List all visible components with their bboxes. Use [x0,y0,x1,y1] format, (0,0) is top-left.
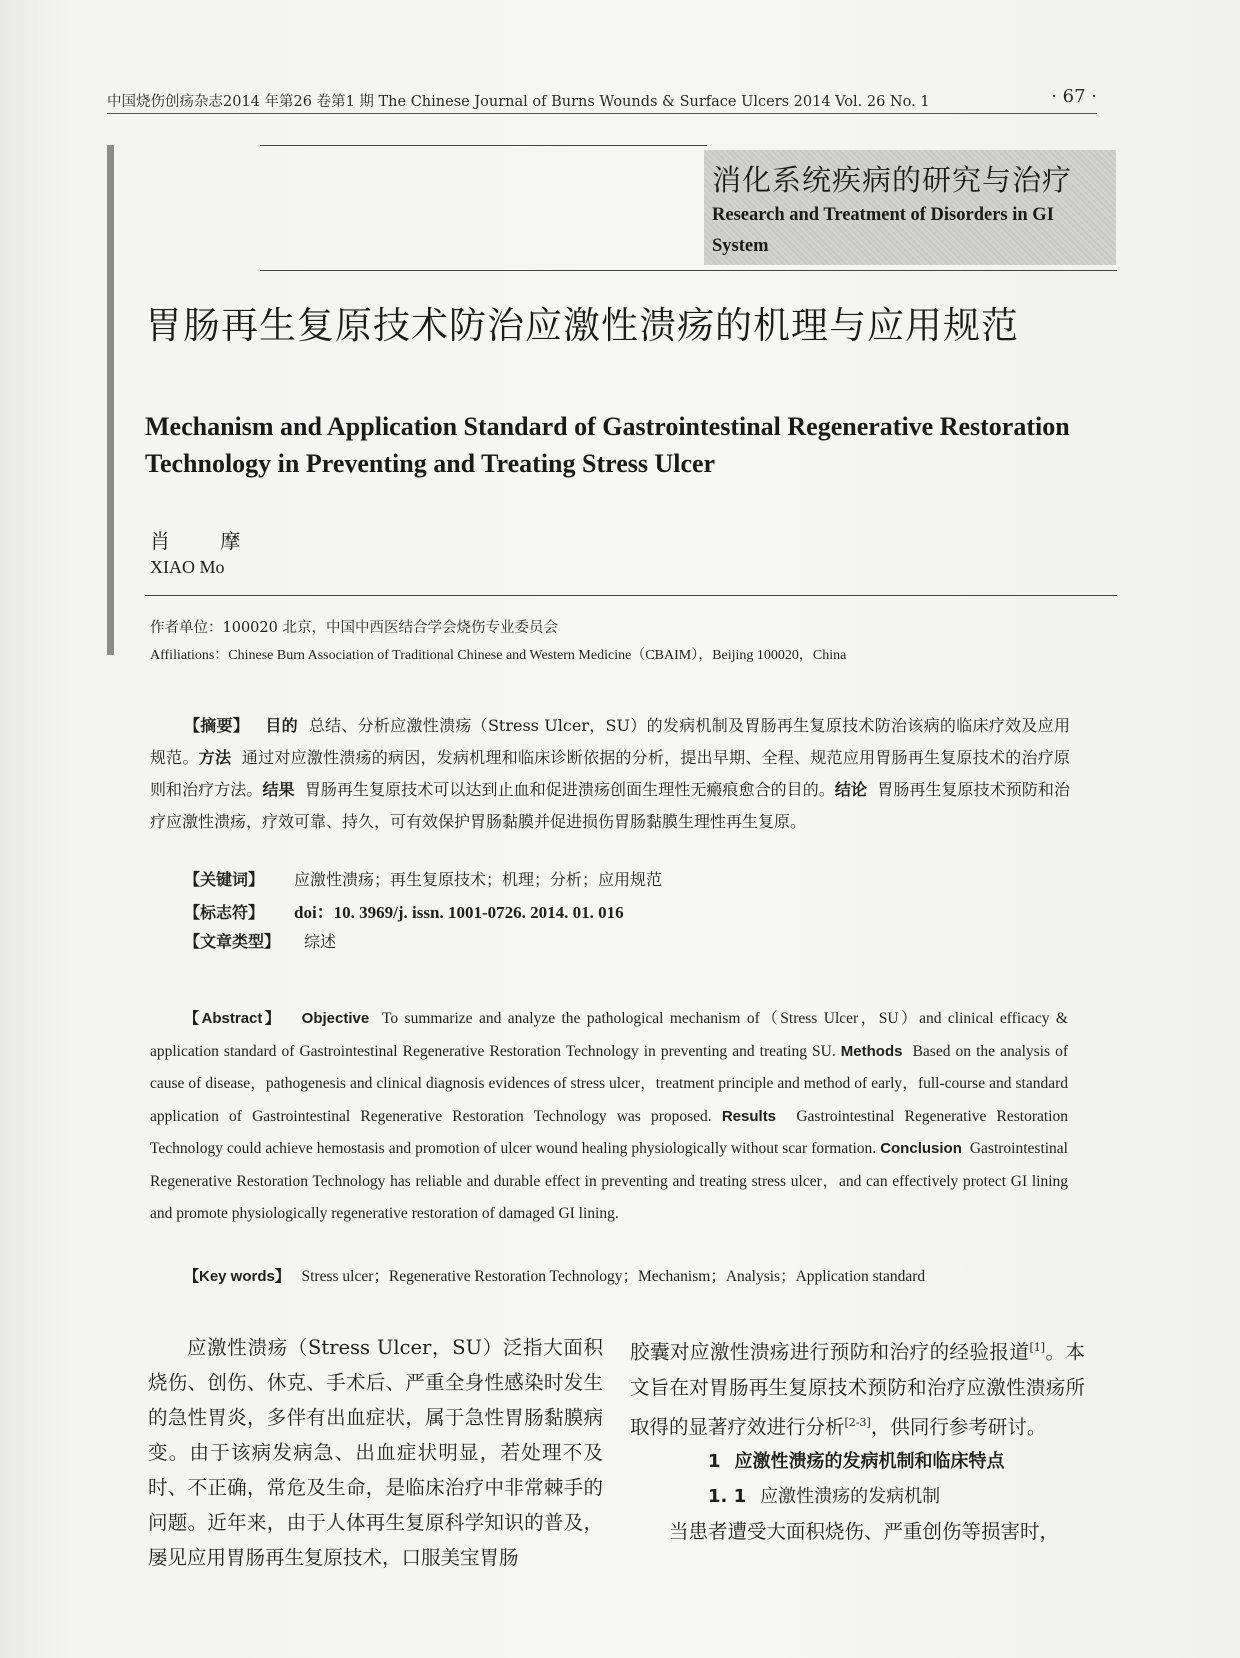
intro-paragraph-continued [630,1330,1085,1444]
abstract-en-label: 【Abstract】 [184,1010,283,1027]
header-rule [107,113,1097,114]
keywords-en-value: Stress ulcer；Regenerative Restoration Technology；Mechanism；Analysis；Application standard [301,1268,926,1285]
abstract-en [150,1003,1068,1231]
section-1-title: 应激性溃疡的发病机制和临床特点 [734,1451,1005,1472]
running-header [107,86,1097,112]
keywords-cn-label: 【关键词】 [184,870,265,889]
intro-cont-text: 胶囊对应激性溃疡进行预防和治疗的经验报道 [630,1340,1030,1364]
column-title-cn: 消化系统疾病的研究与治疗 [712,163,1073,197]
column-banner [704,150,1116,265]
identifier [184,898,624,923]
objective-label-en: Objective [301,1010,370,1027]
section-1-1-heading [630,1479,1085,1514]
affiliation-cn: 作者单位：100020 北京，中国中西医结合学会烧伤专业委员会 [150,620,558,636]
methods-text-cn: 通过对应激性溃疡的病因，发病机理和临床诊断依据的分析，提出早期、全程、规范应用胃肠再生复原技术的治疗原则和治疗方法。 [150,748,1070,799]
article-title-en: Mechanism and Application Standard of Gastrointestinal Regenerative Restoration Technology in Preventing and Treating Stress Ulcer [145,412,1070,478]
article-type-value: 综述 [304,932,337,951]
section-1-1-title: 应激性溃疡的发病机制 [760,1486,941,1507]
decorative-side-bar [107,145,114,655]
abstract-cn [150,710,1070,838]
body-column-left [148,1330,603,1575]
journal-citation: 中国烧伤创疡杂志2014 年第26 卷第1 期 The Chinese Journal of Burns Wounds & Surface Ulcers 2014 Vol. 26 No. 1 [107,94,930,110]
methods-label-cn: 方法 [198,748,232,767]
article-type [184,929,336,952]
section-1-1-number: 1. 1 [708,1486,747,1507]
body-column-right [630,1330,1085,1549]
results-label-en: Results [721,1107,777,1125]
keywords-cn-value: 应激性溃疡；再生复原技术；机理；分析；应用规范 [294,870,663,889]
doi-link[interactable]: doi：10. 3969/j. issn. 1001-0726. 2014. 01. 016 [294,903,624,922]
conclusion-label-en: Conclusion [880,1140,962,1157]
keywords-cn [184,867,662,890]
citation-ref-1[interactable]: [1] [1029,1341,1046,1354]
intro-cont-text-2: 。本文旨在对胃肠再生复原技术预防和治疗应激性溃疡所取得的显著疗效进行分析 [630,1340,1085,1438]
objective-text-cn: 总结、分析应激性溃疡（Stress Ulcer，SU）的发病机制及胃肠再生复原技术防治该病的临床疗效及应用规范。 [150,716,1070,767]
section-1-heading [630,1444,1085,1479]
divider-under-banner [260,270,1117,271]
column-title-en: Research and Treatment of Disorders in GI System [712,205,1054,256]
page-number: · 67 · [1051,86,1097,107]
abstract-cn-label: 【摘要】 [184,716,250,735]
identifier-label: 【标志符】 [184,903,265,922]
citation-ref-2-3[interactable]: [2-3] [844,1415,871,1429]
methods-text-en: Based on the analysis of cause of disease，pathogenesis and clinical diagnosis evidences of stress ulcer，treatment principle and method of early，full-course and standard application of Gastrointestinal Regenerative Restoration Technology was proposed. [150,1042,1068,1125]
keywords-en-label: 【Key words】 [184,1268,290,1285]
section-1-number: 1 [708,1451,721,1472]
divider-top [260,145,707,146]
objective-label-cn: 目的 [265,716,298,735]
keywords-en [184,1264,1084,1286]
affiliation-en: Affiliations：Chinese Burn Association of Traditional Chinese and Western Medicine（CBAIM），Beijing 100020，China [150,648,847,663]
results-text-cn: 胃肠再生复原技术可以达到止血和促进溃疡创面生理性无瘢痕愈合的目的。 [304,780,835,799]
conclusion-text-en: Gastrointestinal Regenerative Restoration Technology has reliable and durable effect in preventing and treating stress ulcer，and can effectively protect GI lining and promote physiologically regenerative restoration of damaged GI lining. [150,1140,1068,1222]
intro-cont-text-3: ，供同行参考研讨。 [870,1415,1047,1438]
results-label-cn: 结果 [262,780,295,799]
conclusion-label-cn: 结论 [834,780,867,799]
results-text-en: Gastrointestinal Regenerative Restoration Technology could achieve hemostasis and promotion of ulcer wound healing physiologically without scar formation. [150,1107,1069,1157]
section-1-1-paragraph: 当患者遭受大面积烧伤、严重创伤等损害时， [669,1520,1060,1543]
article-type-label: 【文章类型】 [184,932,281,951]
author-divider [145,595,1117,596]
objective-text-en: To summarize and analyze the pathological mechanism of（Stress Ulcer，SU）and clinical efficacy & application standard of Gastrointestinal Regenerative Restoration Technology in preventing and treating SU. [150,1010,1068,1060]
methods-label-en: Methods [840,1042,903,1060]
author-name-cn: 肖 摩 [150,529,263,553]
author-name-en: XIAO Mo [150,557,225,577]
conclusion-text-cn: 胃肠再生复原技术预防和治疗应激性溃疡，疗效可靠、持久，可有效保护胃肠黏膜并促进损伤胃肠黏膜生理性再生复原。 [150,780,1070,831]
article-title-cn: 胃肠再生复原技术防治应激性溃疡的机理与应用规范 [145,304,1019,347]
intro-paragraph: 应激性溃疡（Stress Ulcer，SU）泛指大面积烧伤、创伤、休克、手术后、严重全身性感染时发生的急性胃炎，多伴有出血症状，属于急性胃肠黏膜病变。由于该病发病急、出血症状明显，若处理不及时、不正确，常危及生命，是临床治疗中非常棘手的问题。近年来，由于人体再生复原科学知识的普及，屡见应用胃肠再生复原技术，口服美宝胃肠 [148,1336,603,1569]
